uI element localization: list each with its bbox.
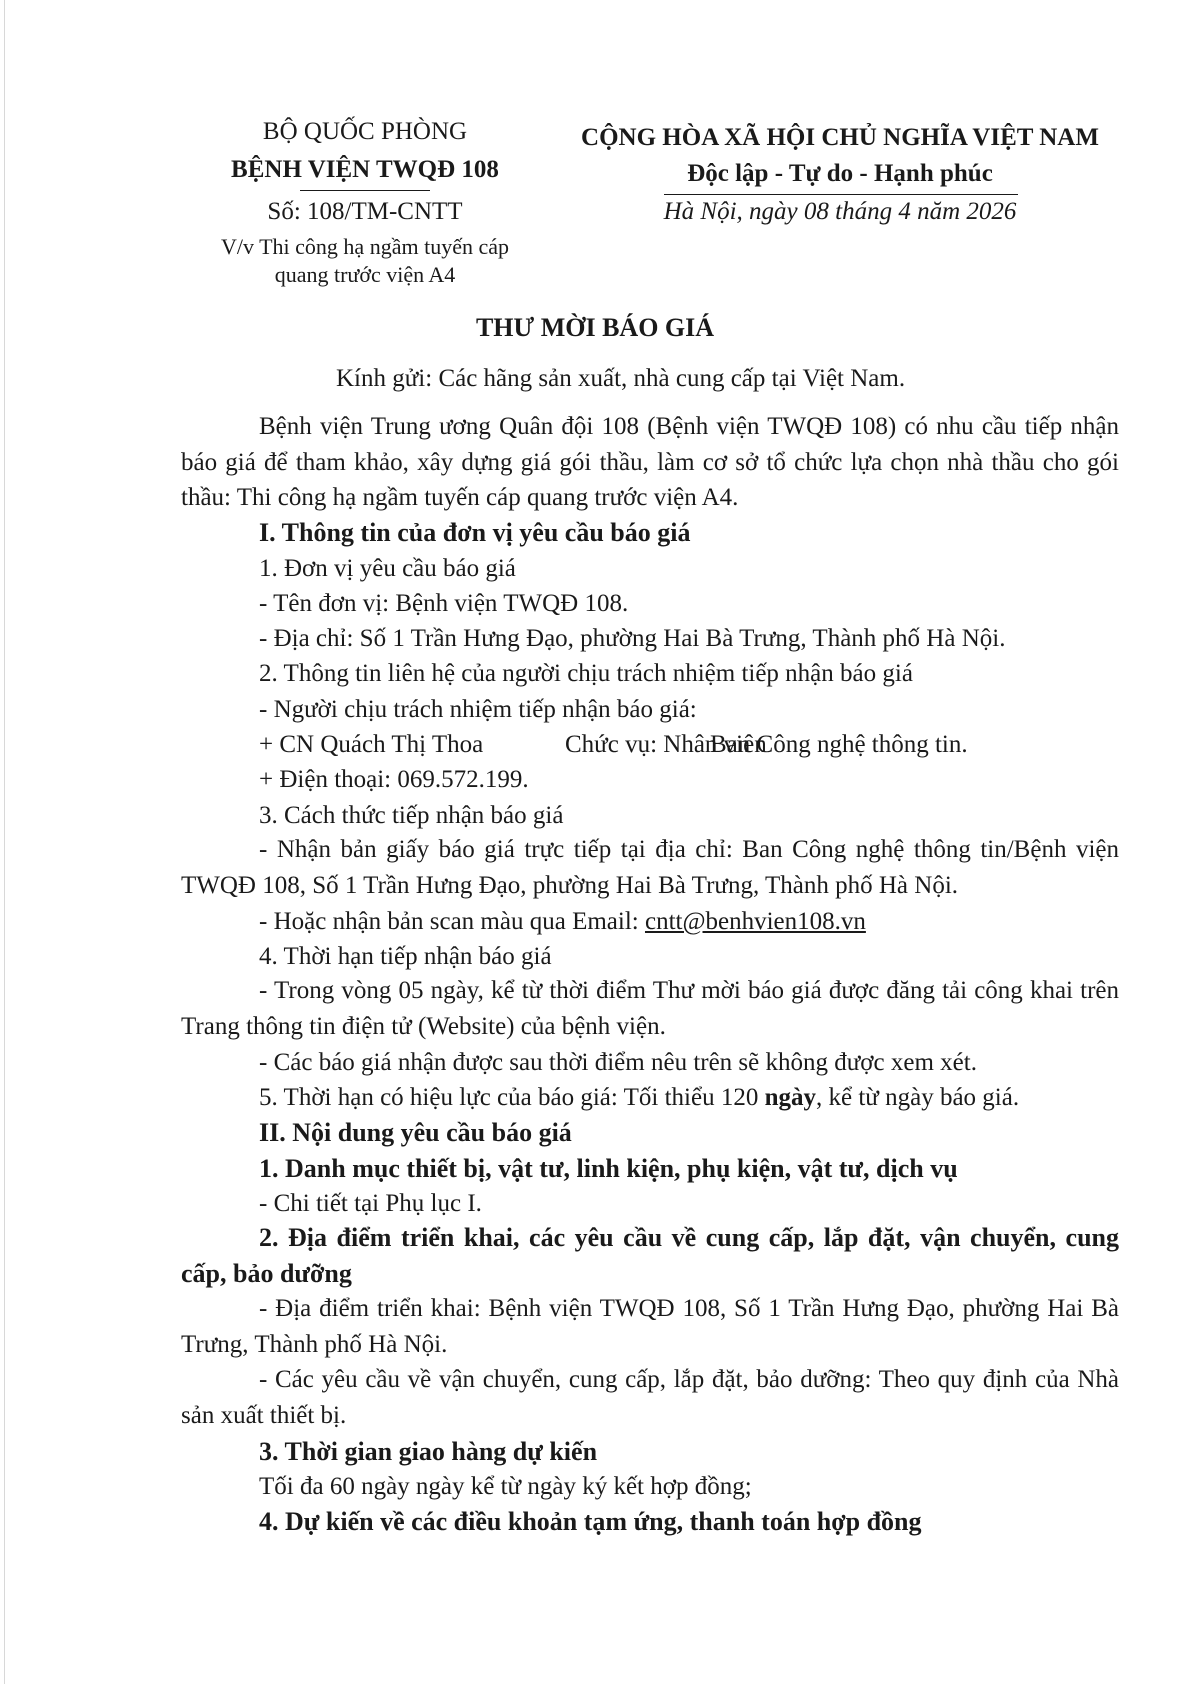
item-5-suffix: , kể từ ngày báo giá. <box>816 1084 1020 1111</box>
contact-person-label: - Người chịu trách nhiệm tiếp nhận báo giá: <box>259 696 697 723</box>
item-3: 3. Cách thức tiếp nhận báo giá <box>259 802 564 829</box>
sub-1-detail: - Chi tiết tại Phụ lục I. <box>259 1190 482 1217</box>
contact-name: + CN Quách Thị Thoa <box>259 731 484 758</box>
receive-paper: - Nhận bản giấy báo giá trực tiếp tại địa chỉ: Ban Công nghệ thông tin/Bệnh viện TWQĐ 108, Số 1 Trần Hưng Đạo, phường Hai Bà Trưng, Thành phố Hà Nội. <box>181 836 1119 899</box>
document-number: Số: 108/TM-CNTT <box>267 198 463 225</box>
recipient: Kính gửi: Các hãng sản xuất, nhà cung cấp tại Việt Nam. <box>336 365 906 392</box>
intro-paragraph: Bệnh viện Trung ương Quân đội 108 (Bệnh viện TWQĐ 108) có nhu cầu tiếp nhận báo giá để tham khảo, xây dựng giá gói thầu, làm cơ sở tổ chức lựa chọn nhà thầu cho gói thầu: Thi công hạ ngầm tuyến cáp quang trước viện A4. <box>181 413 1119 511</box>
sub-1-heading: 1. Danh mục thiết bị, vật tư, linh kiện, phụ kiện, vật tư, dịch vụ <box>259 1154 958 1183</box>
section-1-heading: I. Thông tin của đơn vị yêu cầu báo giá <box>259 518 691 547</box>
sub-2-location: - Địa điểm triển khai: Bệnh viện TWQĐ 108, Số 1 Trần Hưng Đạo, phường Hai Bà Trưng, Thành phố Hà Nội. <box>181 1295 1119 1358</box>
contact-row <box>259 730 968 760</box>
motto-underline <box>664 194 1018 195</box>
page-edge <box>4 0 5 1684</box>
hospital-name: BỆNH VIỆN TWQĐ 108 <box>231 156 499 183</box>
item-2: 2. Thông tin liên hệ của người chịu trách nhiệm tiếp nhận báo giá <box>259 660 913 687</box>
deadline: - Trong vòng 05 ngày, kể từ thời điểm Thư mời báo giá được đăng tải công khai trên Trang thông tin điện tử (Website) của bệnh viện. <box>181 977 1119 1040</box>
subject-line-1: V/v Thi công hạ ngầm tuyến cáp <box>221 234 509 259</box>
contact-phone: + Điện thoại: 069.572.199. <box>259 766 529 793</box>
unit-address: - Địa chỉ: Số 1 Trần Hưng Đạo, phường Hai Bà Trưng, Thành phố Hà Nội. <box>259 625 1006 652</box>
contact-position: Chức vụ: Nhân viên <box>565 731 767 758</box>
hospital-underline <box>300 190 430 191</box>
page-title: THƯ MỜI BÁO GIÁ <box>475 313 715 342</box>
national-motto: Độc lập - Tự do - Hạnh phúc <box>687 160 993 187</box>
issue-date: Hà Nội, ngày 08 tháng 4 năm 2026 <box>663 198 1017 225</box>
subject-line-2: quang trước viện A4 <box>274 262 456 287</box>
sub-2-requirements: - Các yêu cầu về vận chuyển, cung cấp, lắp đặt, bảo dưỡng: Theo quy định của Nhà sản xuất thiết bị. <box>181 1366 1119 1429</box>
receive-email-row <box>259 907 866 937</box>
sub-4-heading: 4. Dự kiến về các điều khoản tạm ứng, thanh toán hợp đồng <box>259 1507 922 1536</box>
ministry-name: BỘ QUỐC PHÒNG <box>262 118 468 145</box>
item-5-prefix: 5. Thời hạn có hiệu lực của báo giá: Tối thiểu 120 <box>259 1084 759 1111</box>
item-5-bold: ngày <box>764 1084 816 1111</box>
sub-2-heading: 2. Địa điểm triển khai, các yêu cầu về cung cấp, lắp đặt, vận chuyển, cung cấp, bảo dưỡng <box>181 1223 1119 1288</box>
late-note: - Các báo giá nhận được sau thời điểm nêu trên sẽ không được xem xét. <box>259 1049 977 1076</box>
sub-3-heading: 3. Thời gian giao hàng dự kiến <box>259 1437 598 1466</box>
sub-3-detail: Tối đa 60 ngày ngày kể từ ngày ký kết hợp đồng; <box>259 1473 752 1500</box>
receive-email-label: - Hoặc nhận bản scan màu qua Email: <box>259 908 639 935</box>
item-5 <box>259 1083 1019 1113</box>
item-1: 1. Đơn vị yêu cầu báo giá <box>259 555 516 582</box>
unit-name: - Tên đơn vị: Bệnh viện TWQĐ 108. <box>259 590 629 617</box>
item-4: 4. Thời hạn tiếp nhận báo giá <box>259 943 552 970</box>
contact-department: Ban Công nghệ thông tin. <box>710 731 968 758</box>
section-2-heading: II. Nội dung yêu cầu báo giá <box>259 1118 572 1147</box>
country-name: CỘNG HÒA XÃ HỘI CHỦ NGHĨA VIỆT NAM <box>581 124 1099 151</box>
email-link[interactable]: cntt@benhvien108.vn <box>644 908 866 935</box>
